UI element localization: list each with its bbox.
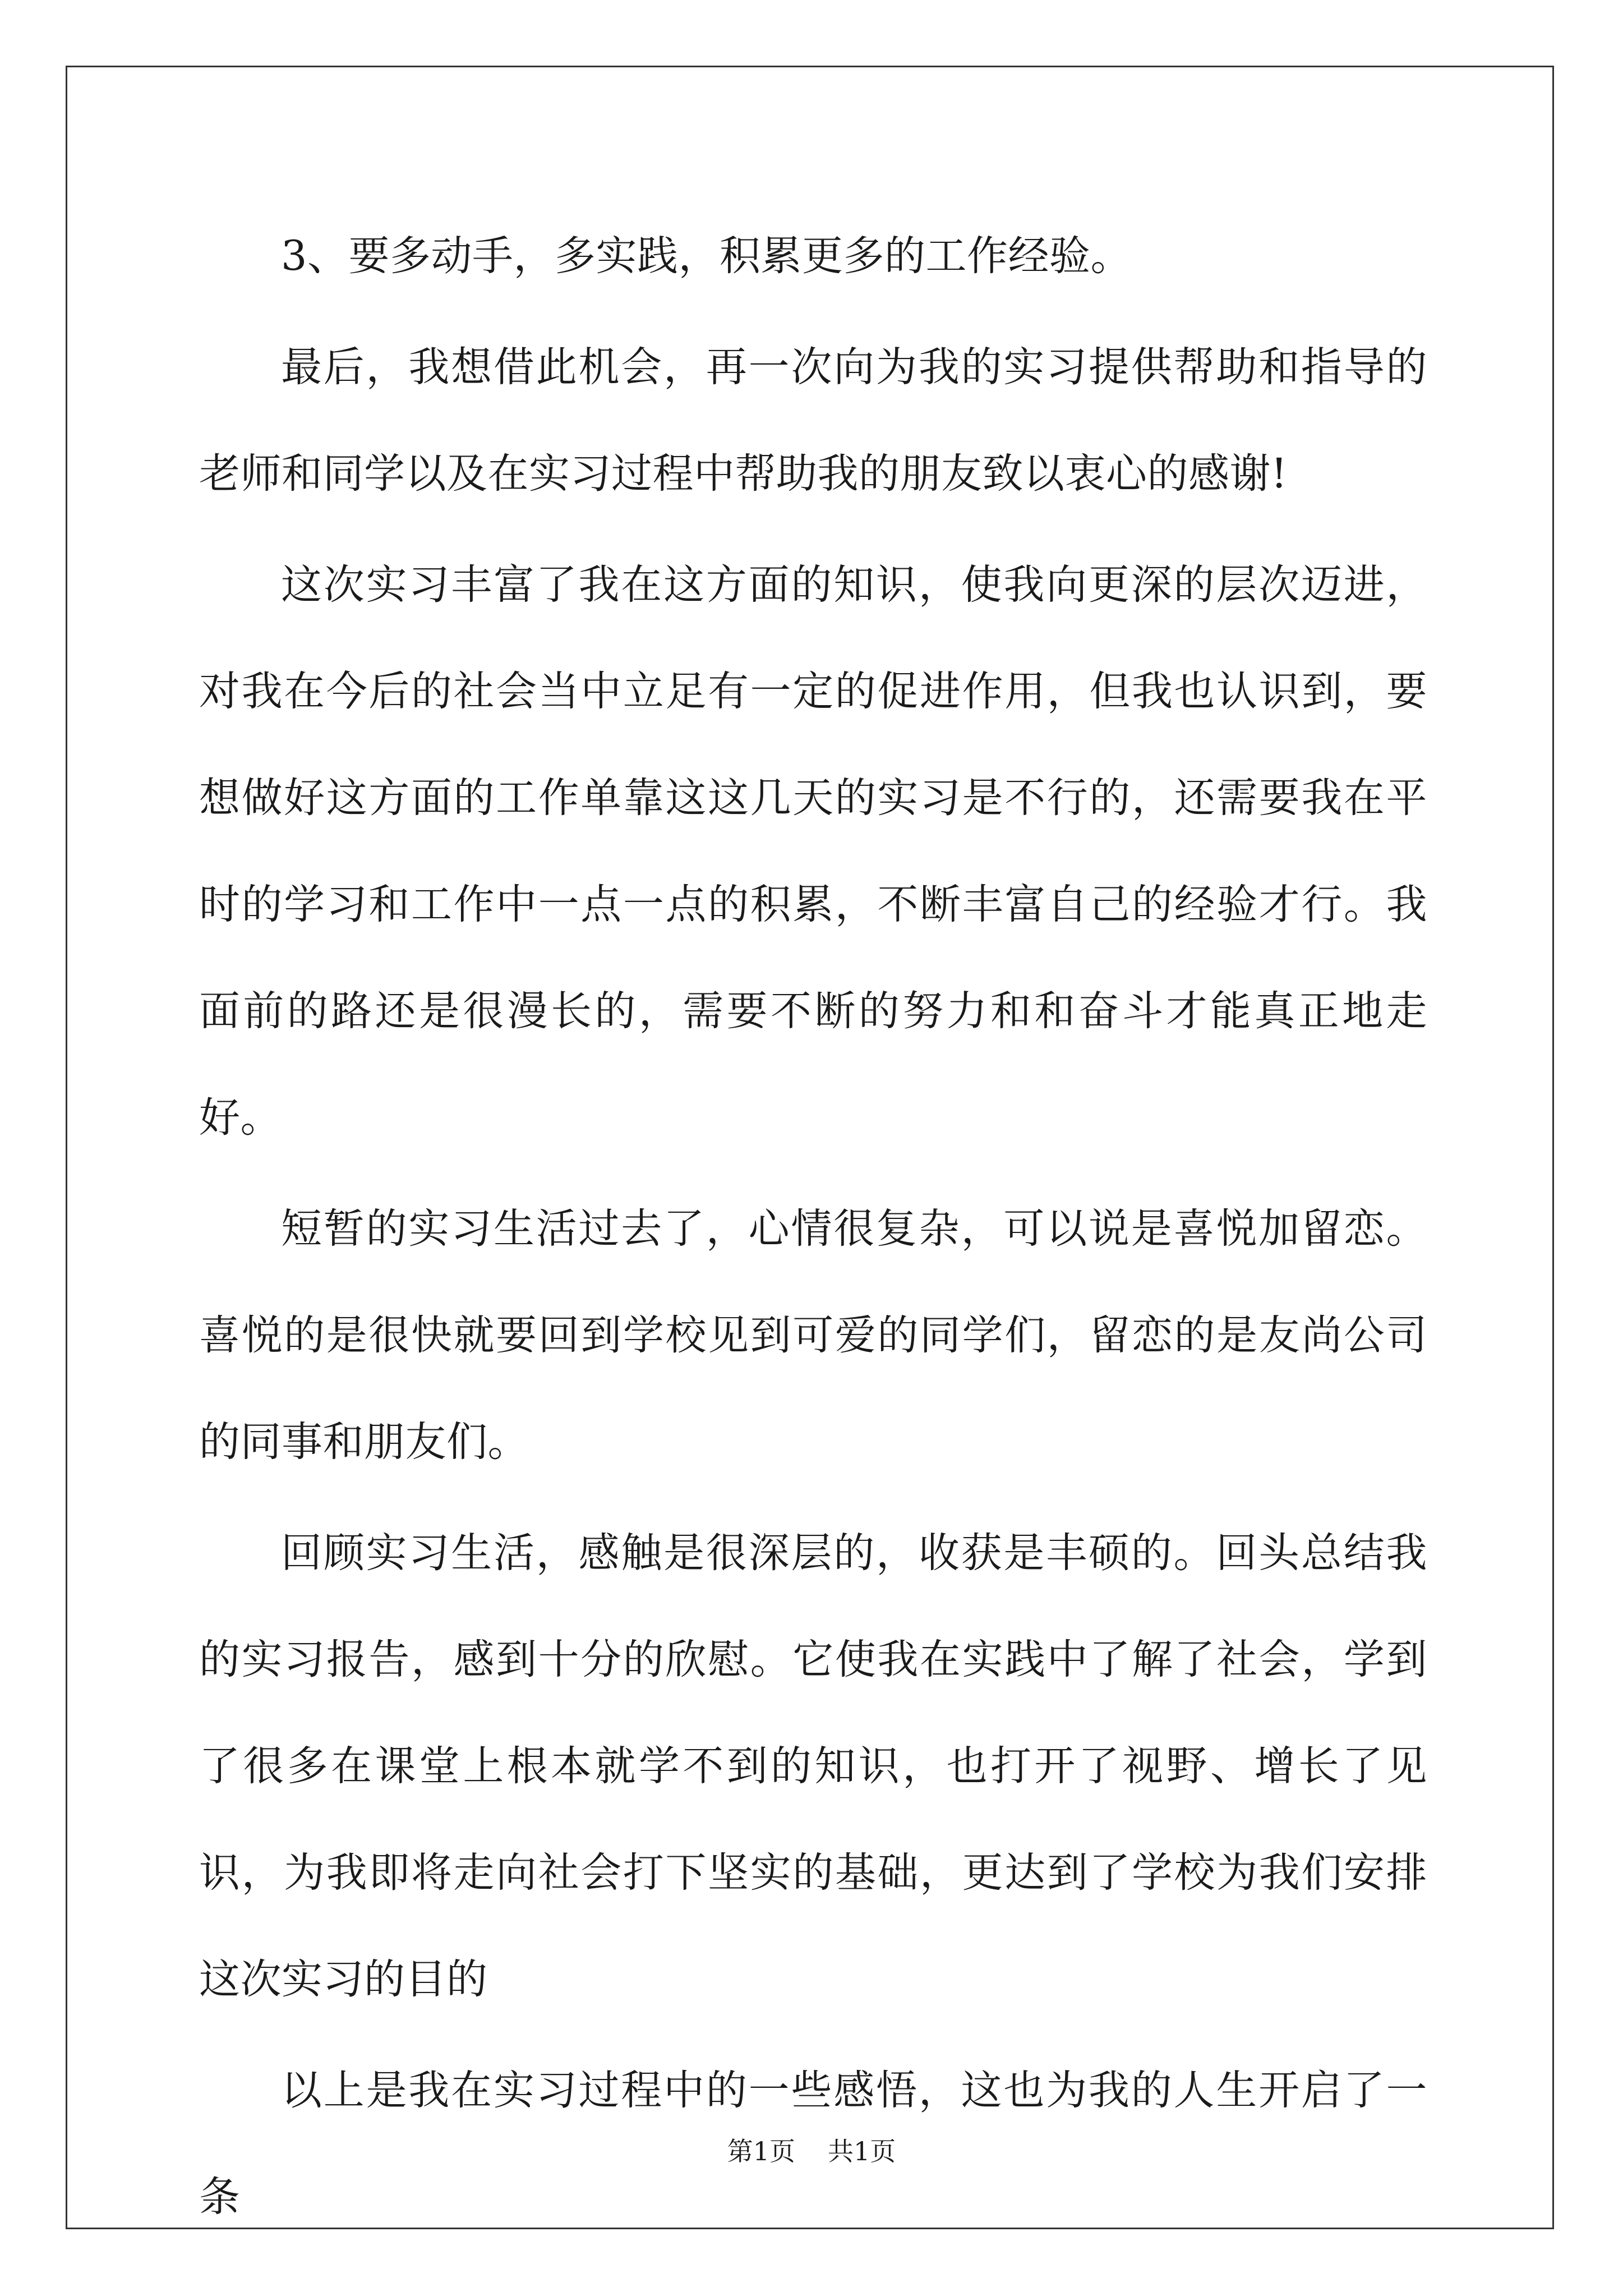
page-number: 第1页 <box>727 2136 795 2166</box>
paragraph-3: 这次实习丰富了我在这方面的知识，使我向更深的层次迈进，对我在今后的社会当中立足有一定的促进作用，但我也认识到，要想做好这方面的工作单靠这这几天的实习是不行的，还需要我在平时的学习和工作中一点一点的积累，不断丰富自己的经验才行。我面前的路还是很漫长的，需要不断的努力和和奋斗才能真正地走好。 <box>199 561 1427 1142</box>
paragraph-4: 短暂的实习生活过去了，心情很复杂，可以说是喜悦加留恋。喜悦的是很快就要回到学校见到可爱的同学们，留恋的是友尚公司的同事和朋友们。 <box>199 1205 1427 1466</box>
paragraph-2: 最后，我想借此机会，再一次向为我的实习提供帮助和指导的老师和同学以及在实习过程中帮助我的朋友致以衷心的感谢! <box>199 343 1427 498</box>
paragraph-1: 3、要多动手，多实践，积累更多的工作经验。 <box>281 232 1132 280</box>
paragraph-5: 回顾实习生活，感触是很深层的，收获是丰硕的。回头总结我的实习报告，感到十分的欣慰。它使我在实践中了解了社会，学到了很多在课堂上根本就学不到的知识，也打开了视野、增长了见识，为我即将走向社会打下坚实的基础，更达到了学校为我们安排这次实习的目的 <box>199 1529 1427 2003</box>
page-footer <box>0 2131 1623 2168</box>
document-body <box>199 203 1427 2255</box>
page-total: 共1页 <box>828 2136 896 2166</box>
paragraph-6: 以上是我在实习过程中的一些感悟，这也为我的人生开启了一条 <box>199 2067 1427 2221</box>
